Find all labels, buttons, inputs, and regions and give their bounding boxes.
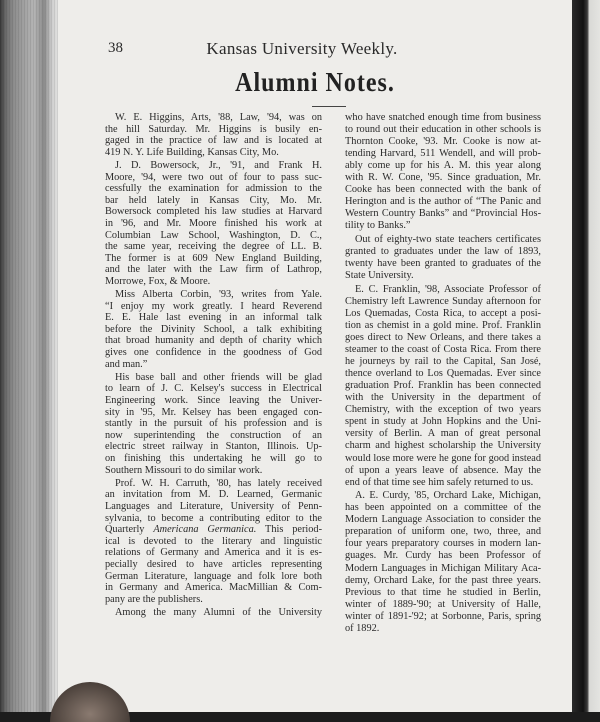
text-line: Bowersock completed his law studies at Harvard xyxy=(105,206,322,218)
italic-title: Americana Germanica. xyxy=(153,524,257,536)
text-line: tion as chemist in a gold mine. Prof. Franklin xyxy=(345,319,541,331)
article-paragraph xyxy=(105,160,322,288)
text-line: W. E. Higgins, Arts, '88, Law, '94, was on xyxy=(115,112,322,123)
text-line: thence overland to Los Quemadas. Ever since xyxy=(345,368,541,380)
text-line: twenty have been granted to graduates of the xyxy=(345,258,541,270)
text-line: His base ball and other friends will be glad xyxy=(115,371,322,383)
text-line: ical is devoted to the literary and linguistic xyxy=(105,535,322,547)
text-line: would lose more were he gone for good instead xyxy=(345,452,541,464)
text-line: the same year, receiving the degree of LL. B. xyxy=(105,241,322,253)
article-paragraph xyxy=(345,490,541,635)
text-line: gaged in the practice of law and is located at xyxy=(105,135,322,147)
text-line: an invitation from M. D. Learned, Germanic xyxy=(105,489,322,501)
text-line: Los Quemadas, Costa Rica, to accept a posi- xyxy=(345,307,541,319)
text-line: pecially desired to have articles representing xyxy=(105,558,322,570)
text-line: Moore, '94, were two out of four to pass suc- xyxy=(105,171,322,183)
text-line xyxy=(105,524,322,536)
text-line: Among the many Alumni of the University xyxy=(115,606,322,618)
text-line: Morrowe, Fox, & Moore. xyxy=(105,275,211,287)
article-paragraph xyxy=(105,607,322,619)
text-line: “I enjoy my work greatly. I heard Reverend xyxy=(105,300,322,312)
text-line: Thornton Cooke, '93. Mr. Cooke is now at- xyxy=(345,136,541,148)
text-line: graduation Prof. Franklin has been connected xyxy=(345,380,541,392)
article-paragraph xyxy=(105,112,322,158)
section-title: Alumni Notes. xyxy=(235,67,395,98)
text-line: on finishing this undertaking he will go to xyxy=(105,453,322,464)
article-paragraph xyxy=(105,372,322,476)
text-line: Cooke has been connected with the bank of xyxy=(345,184,541,196)
text-line: stantly in the pursuit of his profession and is xyxy=(105,418,322,430)
text-line: preparation of uniform one, two, three, and xyxy=(345,526,541,538)
text-line: in '96, and Mr. Moore finished his work at xyxy=(105,217,322,229)
text-line: ably come up for his A. M. this year along xyxy=(345,160,541,172)
text-line: now superintending the construction of an xyxy=(105,429,322,441)
text-line: Previous to that time he studied in Berlin, xyxy=(345,586,541,598)
text-line: granted to graduates under the law of 1893, xyxy=(345,246,541,258)
text-line: German Literature, language and folk lore both xyxy=(105,570,322,582)
text-line: electric street railway in Stanton, Illinois. Up- xyxy=(105,441,322,453)
text-line: tending Harvard, 511 Wendell, and will prob- xyxy=(345,148,541,160)
text-line: Herington and is the author of “The Panic and xyxy=(345,196,541,208)
text-line: winter of 1889-'90; at University of Halle, xyxy=(345,598,541,610)
text-line: J. D. Bowersock, Jr., '91, and Frank H. xyxy=(115,159,322,171)
text-line: tility to Banks.” xyxy=(345,220,411,232)
title-rule xyxy=(312,106,346,107)
text-line: has been appointed on a committee of the xyxy=(345,502,541,514)
text-line: A. E. Curdy, '85, Orchard Lake, Michigan, xyxy=(355,490,541,502)
text-line: and the later with the Law firm of Lathrop, xyxy=(105,264,322,276)
text-line: end of that time see him safely returned to us. xyxy=(345,476,534,488)
text-line: who have snatched enough time from business xyxy=(345,112,541,123)
text-line: E. C. Franklin, '98, Associate Professor of xyxy=(355,283,541,295)
text-line: he journeys by rail to the Capital, San José, xyxy=(345,356,541,368)
text-line: in Germany and America. MacMillian & Com- xyxy=(105,582,322,594)
text-line: of upon a years leave of absence. May the xyxy=(345,464,541,476)
text-line: winter of 1891-'92; at Sorbonne, Paris, spring xyxy=(345,610,541,622)
text-line: State University. xyxy=(345,270,414,282)
text-line: Modern Language Association to consider the xyxy=(345,514,541,526)
text-line: Chemistry, with the exception of two years xyxy=(345,404,541,416)
text-segment: Quarterly xyxy=(105,524,154,536)
book-page-edges xyxy=(0,0,60,712)
text-line: goes direct to New Orleans, and there takes a xyxy=(345,332,541,344)
text-line: of 1892. xyxy=(345,622,380,634)
text-line: Languages and Literature, University of Penn- xyxy=(105,500,322,512)
article-paragraph xyxy=(105,478,322,606)
book-binding-right xyxy=(572,0,600,712)
text-line: cessfully the examination for admission to the xyxy=(105,183,322,195)
text-line: Out of eighty-two state teachers certificates xyxy=(355,234,541,246)
text-line: Columbian Law School, Washington, D. C., xyxy=(105,229,322,241)
article-paragraph xyxy=(345,112,541,232)
text-line: sylvania, to become a contributing editor to the xyxy=(105,512,322,524)
right-column xyxy=(345,112,541,636)
text-line: before the Divinity School, a talk exhibiting xyxy=(105,323,322,335)
text-line: guages. Mr. Curdy has been Professor of xyxy=(345,550,541,562)
running-title: Kansas University Weekly. xyxy=(206,39,398,58)
text-line: Chemistry left Lawrence Sunday afternoon for xyxy=(345,295,541,307)
text-line: The former is at 609 New England Building, xyxy=(105,252,322,264)
text-line: Engineering work. Since leaving the Univer- xyxy=(105,395,322,407)
text-line: 419 N. Y. Life Building, Kansas City, Mo. xyxy=(105,146,279,158)
text-line: Prof. W. H. Carruth, '80, has lately received xyxy=(115,477,322,489)
text-line: bar held lately in Kansas City, Mo. Mr. xyxy=(105,194,322,206)
left-column xyxy=(105,112,322,620)
text-line: spent in study at John Hopkins and the Uni- xyxy=(345,416,541,428)
article-paragraph xyxy=(345,284,541,489)
text-line: pany are the publishers. xyxy=(105,593,203,605)
text-line: four years preparatory courses in modern lan- xyxy=(345,538,541,550)
text-line: sity in '95, Mr. Kelsey has been engaged con- xyxy=(105,406,322,418)
page-number: 38 xyxy=(108,40,123,56)
text-line: Miss Alberta Corbin, '93, writes from Yale. xyxy=(115,289,322,301)
text-line: Southern Missouri to do similar work. xyxy=(105,464,263,476)
article-paragraph xyxy=(105,289,322,370)
text-segment: This period- xyxy=(256,524,322,536)
text-line: demy, Orchard Lake, for the past three years. xyxy=(345,574,541,586)
text-line: E. E. Hale last evening in an informal talk xyxy=(105,312,322,324)
text-line: with the University in the department of xyxy=(345,392,541,404)
text-line: that broad humanity and depth of charity which xyxy=(105,335,322,347)
text-line: Western Country Banks” and “Provincial Hos- xyxy=(345,208,541,220)
text-line: and man.” xyxy=(105,358,148,370)
text-line: to learn of J. C. Kelsey's success in Electrical xyxy=(105,383,322,395)
text-line: the hill Saturday. Mr. Higgins is busily en- xyxy=(105,123,322,135)
text-line: relations of Germany and America and it is es- xyxy=(105,547,322,559)
text-line: steamer to the coast of Costa Rica. From there xyxy=(345,344,541,356)
text-line: to round out their education in other schools is xyxy=(345,124,541,136)
article-paragraph xyxy=(345,234,541,282)
text-line: with R. W. Cone, '95. Since graduation, Mr. xyxy=(345,172,541,184)
text-line: charm and highest scholarship the University xyxy=(345,440,541,452)
text-line: versity of Berlin. A man of great personal xyxy=(345,428,541,440)
text-line: gives one confidence in the goodness of God xyxy=(105,347,322,359)
text-line: Modern Languages in Michigan Military Aca- xyxy=(345,562,541,574)
